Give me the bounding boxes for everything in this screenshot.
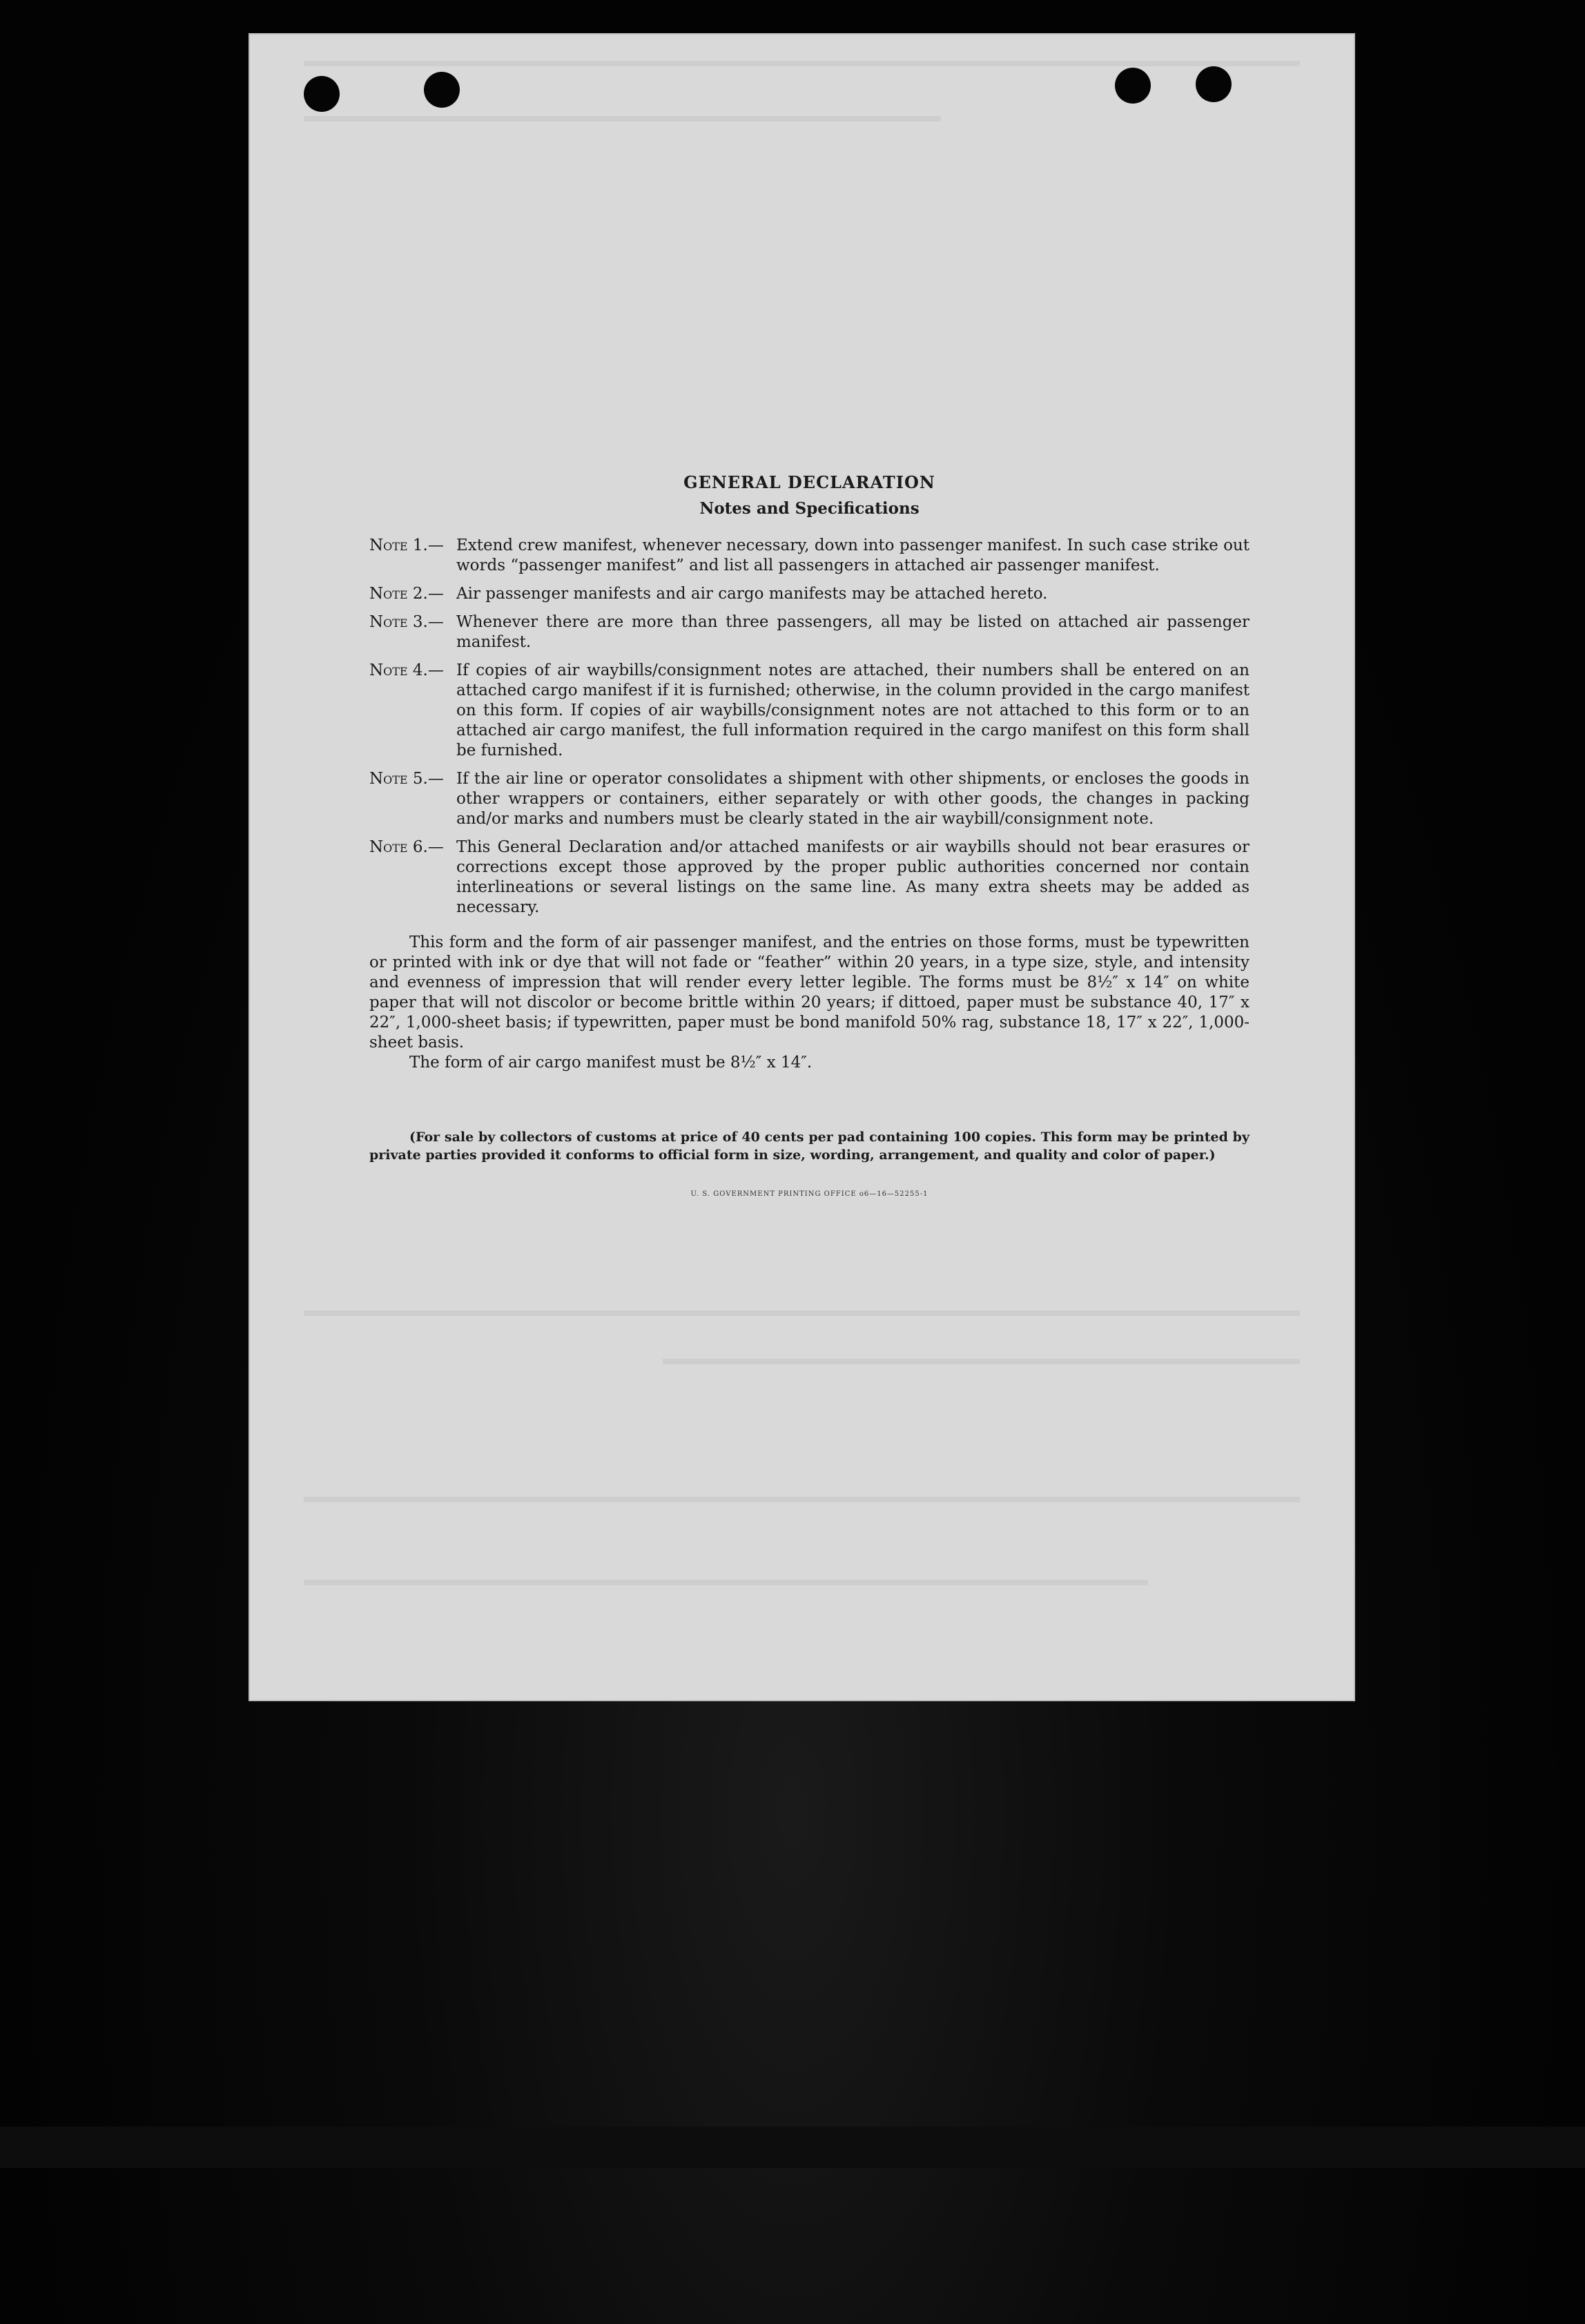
- bleed-through-line: [304, 1580, 1148, 1585]
- note-6: [369, 837, 1249, 918]
- note-3: [369, 612, 1249, 652]
- bleed-through-line: [304, 116, 941, 122]
- note-1: [369, 536, 1249, 576]
- punch-hole: [424, 72, 460, 108]
- note-label: Note 5.—: [369, 770, 444, 788]
- sale-notice: (For sale by collectors of customs at price of 40 cents per pad containing 100 copies. This form may be printed by private parties provided it conforms to official form in size, wording, arrangement, and quality and color of paper.): [369, 1130, 1249, 1163]
- note-text: If copies of air waybills/consignment notes are attached, their numbers shall be entered on an attached cargo manifest if it is furnished; otherwise, in the column provided in the cargo manifest on this form. If copies of air waybills/consignment notes are not attached to this form or to an attached air cargo manifest, the full information required in the cargo manifest on this form shall be furnished.: [456, 661, 1249, 759]
- note-4: [369, 661, 1249, 761]
- bleed-through-line: [304, 61, 1300, 66]
- note-label: Note 3.—: [369, 613, 444, 631]
- page-title: GENERAL DECLARATION: [683, 472, 935, 492]
- note-label: Note 6.—: [369, 838, 444, 856]
- document-page: [249, 33, 1355, 1701]
- note-text: If the air line or operator consolidates a shipment with other shipments, or encloses the goods in other wrappers or containers, either separately or with other goods, the changes in packing and/or marks and numbers must be clearly stated in the air waybill/consignment note.: [456, 770, 1249, 828]
- bleed-through-line: [663, 1359, 1300, 1364]
- declaration-content: [369, 472, 1249, 1198]
- note-label: Note 4.—: [369, 661, 444, 679]
- printer-imprint: U. S. GOVERNMENT PRINTING OFFICE o6—16—52255-1: [690, 1190, 928, 1198]
- note-text: Extend crew manifest, whenever necessary, down into passenger manifest. In such case strike out words “passenger manifest” and list all passengers in attached air passenger manifest.: [456, 536, 1249, 574]
- scanner-edge-band: [0, 2127, 1585, 2168]
- note-text: Air passenger manifests and air cargo manifests may be attached hereto.: [456, 585, 1048, 603]
- note-text: Whenever there are more than three passengers, all may be listed on attached air passenger manifest.: [456, 613, 1249, 651]
- note-label: Note 2.—: [369, 585, 444, 603]
- note-label: Note 1.—: [369, 536, 444, 554]
- cargo-manifest-size-line: The form of air cargo manifest must be 8½″ x 14″.: [409, 1054, 813, 1072]
- bleed-through-line: [304, 1497, 1300, 1502]
- page-subtitle: Notes and Specifications: [699, 499, 920, 518]
- note-text: This General Declaration and/or attached manifests or air waybills should not bear erasures or corrections except those approved by the proper public authorities concerned nor contain interlineations or several listings on the same line. As many extra sheets may be added as necessary.: [456, 838, 1249, 916]
- punch-hole: [304, 76, 340, 112]
- punch-hole: [1115, 68, 1151, 104]
- note-2: [369, 584, 1249, 604]
- note-5: [369, 769, 1249, 829]
- form-requirements-paragraph: This form and the form of air passenger manifest, and the entries on those forms, must be typewritten or printed with ink or dye that will not fade or “feather” within 20 years, in a type size, style, and intensity and evenness of impression that will render every letter legible. The forms must be 8½″ x 14″ on white paper that will not discolor or become brittle within 20 years; if dittoed, paper must be substance 40, 17″ x 22″, 1,000-sheet basis; if typewritten, paper must be bond manifold 50% rag, substance 18, 17″ x 22″, 1,000-sheet basis.: [369, 933, 1249, 1052]
- bleed-through-line: [304, 1310, 1300, 1316]
- punch-hole: [1196, 66, 1232, 102]
